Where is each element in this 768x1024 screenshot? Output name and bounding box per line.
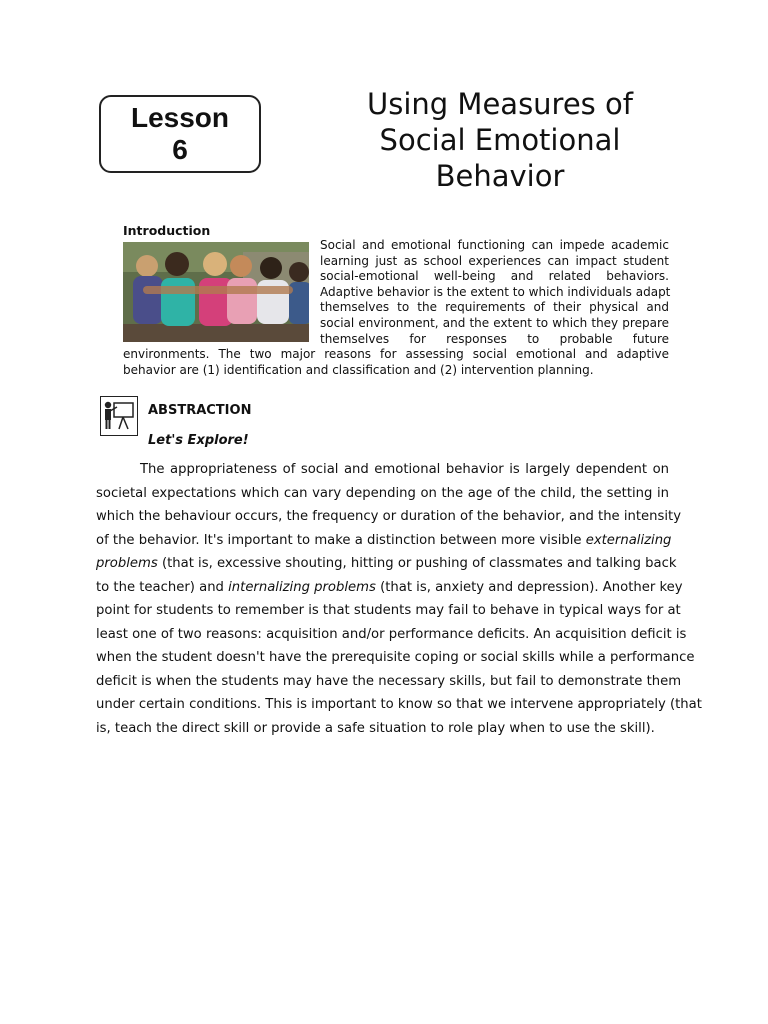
intro-line: behavior are (1) identification and classification and (2) intervention planning.	[123, 362, 594, 377]
body-line: under certain conditions. This is important to know so that we intervene appropriately (that	[96, 697, 702, 712]
explore-paragraph	[96, 458, 702, 740]
body-line: is, teach the direct skill or provide a safe situation to role play when to use the skill).	[96, 720, 655, 736]
intro-line: social environment, and the extent to which they prepare	[320, 315, 669, 330]
teacher-at-board-icon	[100, 396, 138, 436]
title-line-2: Social Emotional	[379, 123, 621, 157]
body-text: to the teacher) and	[96, 579, 224, 595]
body-line: which the behaviour occurs, the frequency or duration of the behavior, and the intensity	[96, 509, 682, 524]
body-line	[96, 552, 677, 576]
body-text: of the behavior. It's important to make a distinction between more visible	[96, 532, 582, 548]
abstraction-heading: ABSTRACTION	[148, 403, 252, 418]
intro-line: learning just as school experiences can impact student	[320, 253, 669, 268]
body-line: societal expectations which can vary depending on the age of the child, the setting in	[96, 485, 669, 501]
intro-line: Social and emotional functioning can impede academic	[320, 238, 669, 252]
lesson-label: Lesson	[130, 102, 230, 133]
intro-line: social-emotional well-being and related behaviors.	[320, 269, 669, 284]
intro-line: themselves for responses to probable future	[320, 331, 669, 346]
emphasis-problems: problems	[96, 556, 158, 571]
body-line: point for students to remember is that students may fail to behave in typical ways for at	[96, 603, 681, 618]
intro-line: environments. The two major reasons for assessing social emotional and adaptive	[123, 347, 669, 362]
body-line: when the student doesn't have the prerequisite coping or social skills while a performance	[96, 650, 695, 665]
body-line: deficit is when the students may have the necessary skills, but fail to demonstrate them	[96, 673, 682, 689]
intro-line: themselves to the requirements of their physical and	[320, 300, 669, 315]
title-line-3: Behavior	[435, 159, 565, 193]
lesson-badge	[99, 95, 261, 173]
lets-explore-subheading: Let's Explore!	[148, 433, 249, 448]
intro-line: Adaptive behavior is the extent to which individuals adapt	[320, 284, 671, 299]
body-line: least one of two reasons: acquisition and/or performance deficits. An acquisition deficit is	[96, 626, 687, 642]
body-text: (that is, excessive shouting, hitting or pushing of classmates and talking back	[161, 556, 677, 571]
introduction-heading: Introduction	[123, 223, 211, 238]
emphasis-internalizing: internalizing problems	[228, 579, 376, 595]
lesson-number: 6	[172, 134, 188, 165]
title-line-1: Using Measures of	[367, 87, 633, 121]
introduction-text	[123, 238, 669, 378]
page-title	[330, 86, 670, 194]
body-line	[96, 576, 683, 600]
emphasis-externalizing: externalizing	[585, 532, 672, 548]
body-text: (that is, anxiety and depression). Another key	[380, 579, 683, 595]
body-line	[96, 529, 672, 553]
body-line: The appropriateness of social and emotional behavior is largely dependent on	[140, 462, 669, 477]
